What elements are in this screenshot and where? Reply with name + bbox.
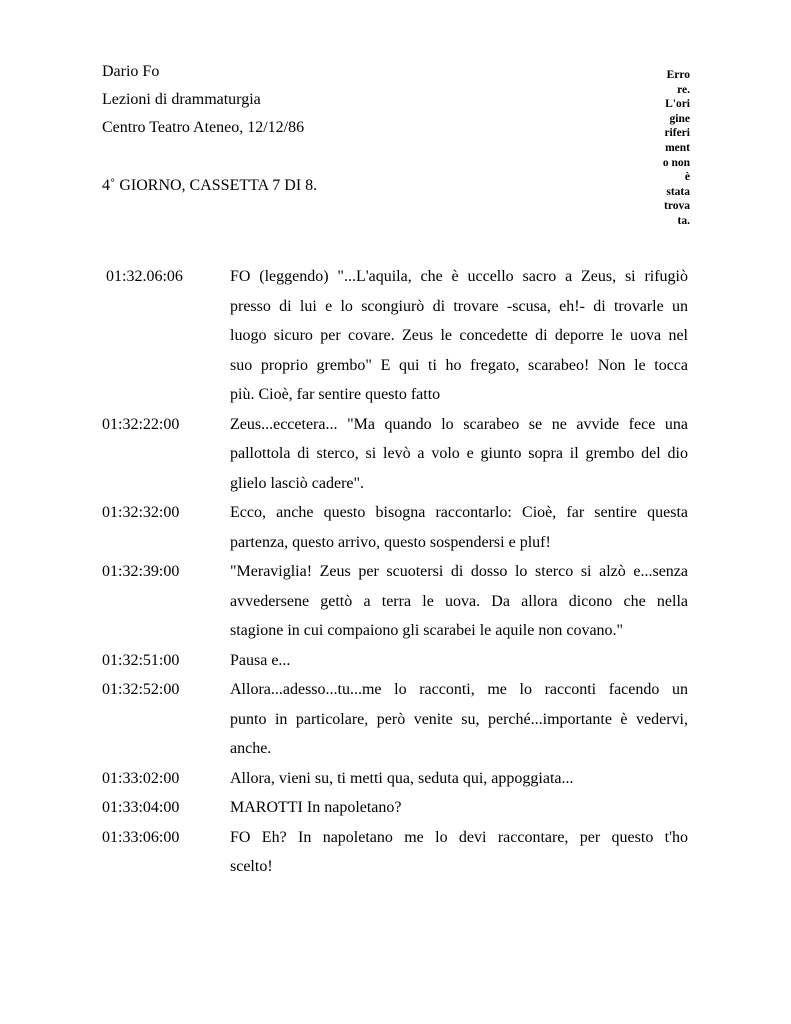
document-header — [102, 58, 317, 200]
transcript-entry — [102, 675, 688, 764]
text-line: Ecco, anche questo bisogna raccontarlo: Cioè, far sentire questa — [230, 504, 688, 521]
entry-text — [230, 410, 688, 499]
text-line: partenza, questo arrivo, questo sospendersi e pluf! — [230, 533, 551, 551]
text-line: Allora...adesso...tu...me lo racconti, me lo racconti facendo un — [230, 681, 688, 698]
entry-text — [230, 498, 688, 557]
note-fragment: stata — [666, 185, 690, 198]
entry-text — [230, 262, 688, 410]
transcript-list — [102, 262, 688, 882]
author-name: Dario Fo — [102, 63, 160, 80]
text-line: punto in particolare, però venite su, perché...importante è vedervi, — [230, 710, 688, 728]
text-line: luogo sicuro per covare. Zeus le concedette di deporre le uova nel — [230, 327, 688, 344]
text-line: avvedersene gettò a terra le uova. Da allora dicono che nella — [230, 592, 688, 610]
text-line: MAROTTI In napoletano? — [230, 799, 402, 816]
entry-text — [230, 646, 688, 676]
timecode: 01:32.06:06 — [106, 268, 183, 285]
note-fragment: è — [684, 171, 690, 184]
entry-text — [230, 764, 688, 794]
timecode: 01:32:51:00 — [102, 651, 180, 669]
timecode: 01:32:32:00 — [102, 504, 180, 521]
timecode: 01:32:39:00 — [102, 563, 180, 580]
text-line: pallottola di sterco, si levò a volo e giunto sopra il grembo del dio — [230, 445, 688, 462]
text-line: glielo lasciò cadere". — [230, 474, 365, 492]
transcript-entry — [102, 498, 688, 557]
transcript-entry — [102, 793, 688, 823]
text-line: Pausa e... — [230, 651, 291, 669]
note-fragment: L'ori — [665, 98, 690, 111]
text-line: Zeus...eccetera... "Ma quando lo scarabeo se ne avvide fece una — [230, 415, 688, 433]
text-line: anche. — [230, 740, 272, 757]
transcript-entry — [102, 410, 688, 499]
note-fragment: riferi — [664, 127, 690, 140]
entry-text — [230, 557, 688, 646]
transcript-entry — [102, 764, 688, 794]
transcript-entry — [102, 557, 688, 646]
transcript-entry — [102, 823, 688, 882]
note-fragment: Erro — [666, 69, 690, 81]
timecode: 01:33:04:00 — [102, 799, 180, 816]
timecode: 01:33:02:00 — [102, 769, 180, 787]
text-line: FO (leggendo) "...L'aquila, che è uccello sacro a Zeus, si rifugiò — [230, 268, 688, 285]
text-line: "Meraviglia! Zeus per scuotersi di dosso lo sterco si alzò e...senza — [230, 563, 688, 580]
reference-error-note — [648, 68, 690, 229]
note-fragment: ta. — [677, 214, 690, 227]
text-line: Allora, vieni su, ti metti qua, seduta qui, appoggiata... — [230, 769, 574, 787]
note-fragment: re. — [677, 83, 690, 96]
text-line: presso di lui e lo scongiurò di trovare -scusa, eh!- di trovarle un — [230, 297, 688, 315]
text-line: scelto! — [230, 858, 273, 875]
transcript-entry — [102, 262, 688, 410]
transcript-entry — [102, 646, 688, 676]
session-label: 4˚ GIORNO, CASSETTA 7 DI 8. — [102, 177, 318, 194]
timecode: 01:32:52:00 — [102, 681, 180, 698]
note-fragment: gine — [669, 112, 690, 125]
timecode: 01:32:22:00 — [102, 415, 180, 433]
venue-date: Centro Teatro Ateneo, 12/12/86 — [102, 119, 305, 136]
entry-text — [230, 675, 688, 764]
entry-text — [230, 823, 688, 882]
text-line: stagione in cui compaiono gli scarabei le aquile non covano." — [230, 622, 624, 639]
text-line: più. Cioè, far sentire questo fatto — [230, 386, 441, 403]
timecode: 01:33:06:00 — [102, 828, 180, 846]
text-line: FO Eh? In napoletano me lo devi raccontare, per questo t'ho — [230, 828, 688, 846]
entry-text — [230, 793, 688, 823]
document-title: Lezioni di drammaturgia — [102, 91, 261, 108]
note-fragment: ment — [665, 141, 690, 154]
note-fragment: o non — [662, 156, 690, 169]
note-fragment: trova — [664, 200, 690, 213]
text-line: suo proprio grembo" E qui ti ho fregato, scarabeo! Non le tocca — [230, 356, 688, 374]
